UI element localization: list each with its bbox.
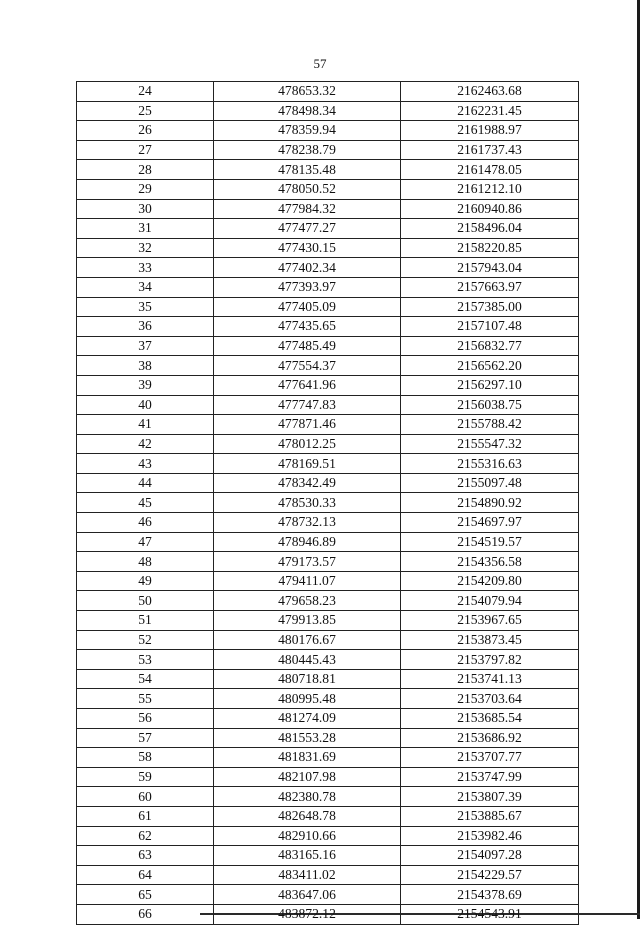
y-coordinate-cell: 2156832.77 [401, 336, 579, 356]
x-coordinate-cell: 479913.85 [214, 611, 401, 631]
table-row [77, 611, 579, 631]
x-coordinate-cell: 479411.07 [214, 571, 401, 591]
table-row [77, 591, 579, 611]
table-row [77, 160, 579, 180]
table-row [77, 826, 579, 846]
x-coordinate-cell: 477554.37 [214, 356, 401, 376]
x-coordinate-cell: 481553.28 [214, 728, 401, 748]
y-coordinate-cell: 2155547.32 [401, 434, 579, 454]
x-coordinate-cell: 477871.46 [214, 415, 401, 435]
table-row [77, 101, 579, 121]
point-number-cell: 41 [77, 415, 214, 435]
table-row [77, 709, 579, 729]
point-number-cell: 57 [77, 728, 214, 748]
table-row [77, 258, 579, 278]
table-row [77, 630, 579, 650]
y-coordinate-cell: 2157663.97 [401, 277, 579, 297]
table-row [77, 434, 579, 454]
point-number-cell: 30 [77, 199, 214, 219]
x-coordinate-cell: 482910.66 [214, 826, 401, 846]
point-number-cell: 31 [77, 219, 214, 239]
y-coordinate-cell: 2162463.68 [401, 82, 579, 102]
y-coordinate-cell: 2162231.45 [401, 101, 579, 121]
point-number-cell: 47 [77, 532, 214, 552]
table-row [77, 395, 579, 415]
x-coordinate-cell: 483872.12 [214, 904, 401, 924]
x-coordinate-cell: 477405.09 [214, 297, 401, 317]
table-row [77, 650, 579, 670]
x-coordinate-cell: 478135.48 [214, 160, 401, 180]
y-coordinate-cell: 2161212.10 [401, 179, 579, 199]
coordinate-table [76, 81, 579, 925]
x-coordinate-cell: 480445.43 [214, 650, 401, 670]
x-coordinate-cell: 478012.25 [214, 434, 401, 454]
table-row [77, 238, 579, 258]
y-coordinate-cell: 2155316.63 [401, 454, 579, 474]
y-coordinate-cell: 2161737.43 [401, 140, 579, 160]
y-coordinate-cell: 2155097.48 [401, 473, 579, 493]
x-coordinate-cell: 477477.27 [214, 219, 401, 239]
point-number-cell: 55 [77, 689, 214, 709]
table-row [77, 532, 579, 552]
table-row [77, 846, 579, 866]
y-coordinate-cell: 2156297.10 [401, 375, 579, 395]
y-coordinate-cell: 2154543.91 [401, 904, 579, 924]
x-coordinate-cell: 477485.49 [214, 336, 401, 356]
point-number-cell: 62 [77, 826, 214, 846]
point-number-cell: 58 [77, 748, 214, 768]
table-row [77, 571, 579, 591]
x-coordinate-cell: 479658.23 [214, 591, 401, 611]
x-coordinate-cell: 478946.89 [214, 532, 401, 552]
x-coordinate-cell: 481274.09 [214, 709, 401, 729]
point-number-cell: 36 [77, 317, 214, 337]
y-coordinate-cell: 2153741.13 [401, 669, 579, 689]
table-row [77, 806, 579, 826]
y-coordinate-cell: 2154697.97 [401, 513, 579, 533]
point-number-cell: 35 [77, 297, 214, 317]
x-coordinate-cell: 478050.52 [214, 179, 401, 199]
point-number-cell: 39 [77, 375, 214, 395]
coordinate-table-body [77, 82, 579, 925]
point-number-cell: 53 [77, 650, 214, 670]
y-coordinate-cell: 2154079.94 [401, 591, 579, 611]
table-row [77, 199, 579, 219]
point-number-cell: 42 [77, 434, 214, 454]
point-number-cell: 63 [77, 846, 214, 866]
point-number-cell: 50 [77, 591, 214, 611]
y-coordinate-cell: 2156038.75 [401, 395, 579, 415]
table-row [77, 121, 579, 141]
point-number-cell: 37 [77, 336, 214, 356]
x-coordinate-cell: 477435.65 [214, 317, 401, 337]
x-coordinate-cell: 477402.34 [214, 258, 401, 278]
point-number-cell: 52 [77, 630, 214, 650]
x-coordinate-cell: 478342.49 [214, 473, 401, 493]
y-coordinate-cell: 2153967.65 [401, 611, 579, 631]
x-coordinate-cell: 477747.83 [214, 395, 401, 415]
point-number-cell: 40 [77, 395, 214, 415]
point-number-cell: 66 [77, 904, 214, 924]
table-row [77, 219, 579, 239]
page-number: 57 [313, 56, 327, 71]
x-coordinate-cell: 477984.32 [214, 199, 401, 219]
table-row [77, 728, 579, 748]
point-number-cell: 29 [77, 179, 214, 199]
x-coordinate-cell: 482648.78 [214, 806, 401, 826]
point-number-cell: 49 [77, 571, 214, 591]
y-coordinate-cell: 2157943.04 [401, 258, 579, 278]
y-coordinate-cell: 2160940.86 [401, 199, 579, 219]
point-number-cell: 60 [77, 787, 214, 807]
y-coordinate-cell: 2153707.77 [401, 748, 579, 768]
table-row [77, 493, 579, 513]
point-number-cell: 59 [77, 767, 214, 787]
x-coordinate-cell: 480176.67 [214, 630, 401, 650]
point-number-cell: 43 [77, 454, 214, 474]
table-row [77, 277, 579, 297]
x-coordinate-cell: 477641.96 [214, 375, 401, 395]
x-coordinate-cell: 478169.51 [214, 454, 401, 474]
table-row [77, 82, 579, 102]
table-row [77, 356, 579, 376]
table-row [77, 669, 579, 689]
x-coordinate-cell: 482107.98 [214, 767, 401, 787]
y-coordinate-cell: 2157385.00 [401, 297, 579, 317]
table-row [77, 689, 579, 709]
point-number-cell: 51 [77, 611, 214, 631]
y-coordinate-cell: 2158220.85 [401, 238, 579, 258]
y-coordinate-cell: 2155788.42 [401, 415, 579, 435]
y-coordinate-cell: 2154229.57 [401, 865, 579, 885]
y-coordinate-cell: 2153685.54 [401, 709, 579, 729]
x-coordinate-cell: 477393.97 [214, 277, 401, 297]
y-coordinate-cell: 2153747.99 [401, 767, 579, 787]
table-row [77, 904, 579, 924]
x-coordinate-cell: 480995.48 [214, 689, 401, 709]
x-coordinate-cell: 478238.79 [214, 140, 401, 160]
table-row [77, 865, 579, 885]
x-coordinate-cell: 483411.02 [214, 865, 401, 885]
y-coordinate-cell: 2161988.97 [401, 121, 579, 141]
y-coordinate-cell: 2154890.92 [401, 493, 579, 513]
x-coordinate-cell: 478653.32 [214, 82, 401, 102]
y-coordinate-cell: 2153686.92 [401, 728, 579, 748]
point-number-cell: 27 [77, 140, 214, 160]
y-coordinate-cell: 2153982.46 [401, 826, 579, 846]
x-coordinate-cell: 481831.69 [214, 748, 401, 768]
x-coordinate-cell: 480718.81 [214, 669, 401, 689]
point-number-cell: 64 [77, 865, 214, 885]
table-row [77, 473, 579, 493]
point-number-cell: 32 [77, 238, 214, 258]
point-number-cell: 46 [77, 513, 214, 533]
table-row [77, 140, 579, 160]
point-number-cell: 38 [77, 356, 214, 376]
table-row [77, 552, 579, 572]
table-row [77, 454, 579, 474]
y-coordinate-cell: 2153703.64 [401, 689, 579, 709]
point-number-cell: 24 [77, 82, 214, 102]
table-row [77, 297, 579, 317]
table-row [77, 179, 579, 199]
y-coordinate-cell: 2153873.45 [401, 630, 579, 650]
y-coordinate-cell: 2153807.39 [401, 787, 579, 807]
point-number-cell: 65 [77, 885, 214, 905]
y-coordinate-cell: 2153797.82 [401, 650, 579, 670]
point-number-cell: 61 [77, 806, 214, 826]
y-coordinate-cell: 2154097.28 [401, 846, 579, 866]
table-row [77, 513, 579, 533]
table-row [77, 375, 579, 395]
x-coordinate-cell: 478530.33 [214, 493, 401, 513]
y-coordinate-cell: 2157107.48 [401, 317, 579, 337]
table-row [77, 336, 579, 356]
y-coordinate-cell: 2154519.57 [401, 532, 579, 552]
table-row [77, 317, 579, 337]
x-coordinate-cell: 482380.78 [214, 787, 401, 807]
table-row [77, 767, 579, 787]
y-coordinate-cell: 2161478.05 [401, 160, 579, 180]
x-coordinate-cell: 478498.34 [214, 101, 401, 121]
point-number-cell: 54 [77, 669, 214, 689]
x-coordinate-cell: 483165.16 [214, 846, 401, 866]
x-coordinate-cell: 479173.57 [214, 552, 401, 572]
x-coordinate-cell: 477430.15 [214, 238, 401, 258]
table-row [77, 415, 579, 435]
point-number-cell: 48 [77, 552, 214, 572]
table-row [77, 787, 579, 807]
y-coordinate-cell: 2156562.20 [401, 356, 579, 376]
point-number-cell: 45 [77, 493, 214, 513]
point-number-cell: 26 [77, 121, 214, 141]
point-number-cell: 28 [77, 160, 214, 180]
table-row [77, 885, 579, 905]
x-coordinate-cell: 478732.13 [214, 513, 401, 533]
point-number-cell: 44 [77, 473, 214, 493]
point-number-cell: 33 [77, 258, 214, 278]
y-coordinate-cell: 2153885.67 [401, 806, 579, 826]
x-coordinate-cell: 478359.94 [214, 121, 401, 141]
y-coordinate-cell: 2154209.80 [401, 571, 579, 591]
x-coordinate-cell: 483647.06 [214, 885, 401, 905]
point-number-cell: 56 [77, 709, 214, 729]
y-coordinate-cell: 2154378.69 [401, 885, 579, 905]
point-number-cell: 25 [77, 101, 214, 121]
table-row [77, 748, 579, 768]
y-coordinate-cell: 2154356.58 [401, 552, 579, 572]
point-number-cell: 34 [77, 277, 214, 297]
y-coordinate-cell: 2158496.04 [401, 219, 579, 239]
